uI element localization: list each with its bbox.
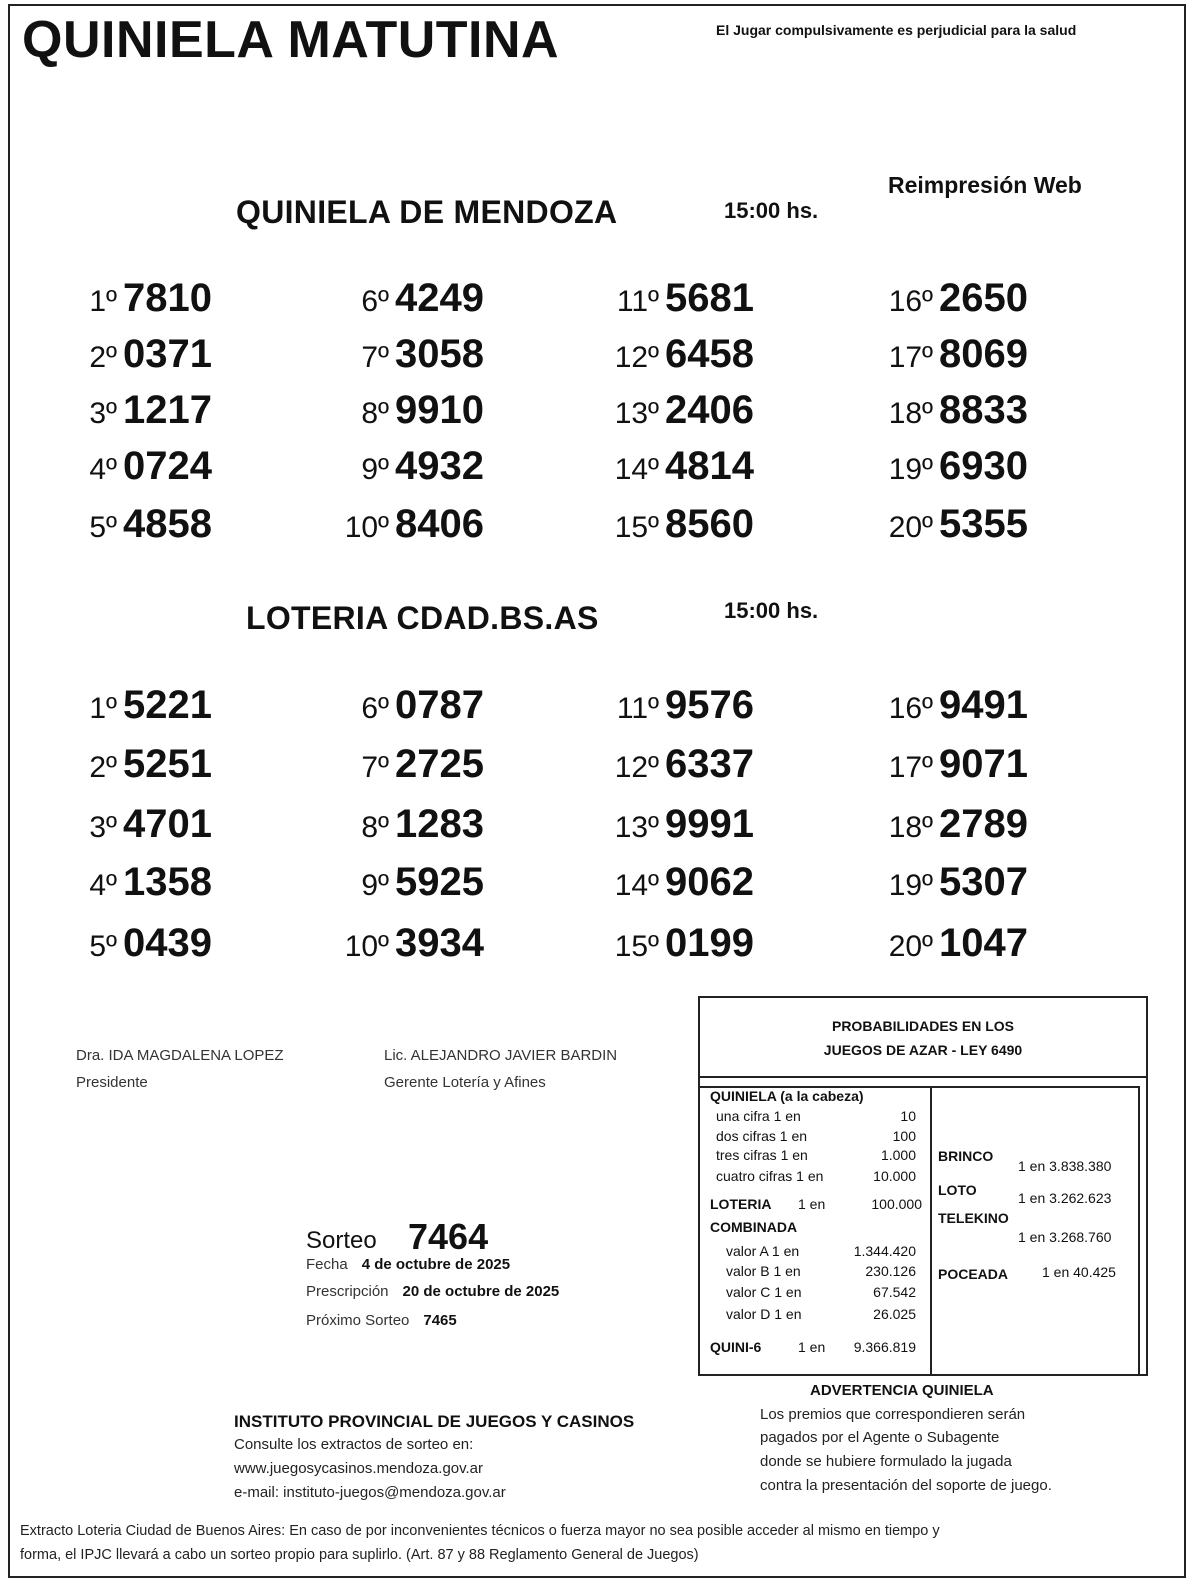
cuatro-cifras-label: cuatro cifras 1 en <box>716 1168 824 1184</box>
result-entry <box>888 860 1028 905</box>
result-number: 6458 <box>665 332 754 376</box>
loteria-prob-label: LOTERIA <box>710 1196 772 1212</box>
result-entry <box>614 388 754 433</box>
result-position: 5º <box>89 511 118 544</box>
dos-cifras-label: dos cifras 1 en <box>716 1128 808 1144</box>
combinada-label: COMBINADA <box>710 1219 798 1235</box>
result-position: 14º <box>614 869 660 902</box>
probabilities-title-1: PROBABILIDADES EN LOS <box>831 1018 1014 1034</box>
tres-cifras-value: 1.000 <box>880 1147 916 1163</box>
result-entry <box>344 276 484 321</box>
cuatro-cifras-value: 10.000 <box>873 1168 916 1184</box>
result-entry <box>888 742 1028 787</box>
valor-a-label: valor A 1 en <box>726 1243 800 1259</box>
signature-role: Gerente Lotería y Afines <box>384 1074 546 1091</box>
sorteo-number: 7464 <box>408 1216 489 1257</box>
result-number: 9576 <box>665 683 754 727</box>
result-number: 4814 <box>665 444 754 488</box>
result-number: 5251 <box>123 742 212 786</box>
telekino-value: 1 en 3.268.760 <box>1018 1229 1112 1245</box>
result-position: 16º <box>888 692 934 725</box>
loteria-time: 15:00 hs. <box>724 598 819 623</box>
footer-line-2: forma, el IPJC llevará a cabo un sorteo propio para suplirlo. (Art. 87 y 88 Reglamento General de Juegos) <box>20 1547 699 1563</box>
mendoza-title: QUINIELA DE MENDOZA <box>236 194 618 230</box>
loteria-prob-en: 1 en <box>798 1196 826 1212</box>
result-position: 18º <box>888 811 934 844</box>
result-number: 6337 <box>665 742 754 786</box>
result-entry <box>888 502 1028 547</box>
result-entry <box>888 802 1028 847</box>
sorteo-label: Sorteo <box>306 1227 377 1254</box>
result-position: 8º <box>361 397 390 430</box>
result-position: 8º <box>361 811 390 844</box>
result-number: 0371 <box>123 332 212 376</box>
reprint-label: Reimpresión Web <box>888 172 1082 198</box>
result-entry <box>614 742 754 787</box>
result-position: 7º <box>361 751 390 784</box>
loto-value: 1 en 3.262.623 <box>1018 1190 1112 1206</box>
result-position: 15º <box>614 930 660 963</box>
poceada-value: 1 en 40.425 <box>1042 1264 1116 1280</box>
result-position: 19º <box>888 453 934 486</box>
result-number: 0199 <box>665 921 754 965</box>
result-number: 8069 <box>939 332 1028 376</box>
result-position: 10º <box>344 511 390 544</box>
result-number: 4249 <box>395 276 484 320</box>
institute-line-1: Consulte los extractos de sorteo en: <box>234 1436 474 1453</box>
prescripcion-value: 20 de octubre de 2025 <box>402 1283 560 1300</box>
footer-line-1: Extracto Loteria Ciudad de Buenos Aires: En caso de por inconvenientes técnicos o fuerza mayor no sea posible acceder al mismo en tiempo y <box>20 1523 940 1539</box>
valor-c-label: valor C 1 en <box>726 1284 802 1300</box>
result-entry <box>614 502 754 547</box>
result-number: 5355 <box>939 502 1028 546</box>
result-entry <box>344 921 484 966</box>
result-position: 13º <box>614 811 660 844</box>
result-entry <box>344 444 484 489</box>
institute-email[interactable]: e-mail: instituto-juegos@mendoza.gov.ar <box>234 1484 506 1501</box>
result-position: 4º <box>89 869 118 902</box>
result-position: 13º <box>614 397 660 430</box>
result-position: 17º <box>888 751 934 784</box>
valor-b-value: 230.126 <box>865 1263 916 1279</box>
fecha-value: 4 de octubre de 2025 <box>361 1256 511 1273</box>
signature-manager <box>384 1042 617 1096</box>
result-number: 2789 <box>939 802 1028 846</box>
result-entry <box>614 683 754 728</box>
result-position: 15º <box>614 511 660 544</box>
loteria-title: LOTERIA CDAD.BS.AS <box>246 600 599 636</box>
quini6-en: 1 en <box>798 1339 826 1355</box>
loto-label: LOTO <box>938 1182 977 1198</box>
result-position: 12º <box>614 341 660 374</box>
result-number: 0724 <box>123 444 212 488</box>
proximo-label: Próximo Sorteo <box>306 1312 410 1329</box>
result-entry <box>72 742 212 787</box>
tres-cifras-label: tres cifras 1 en <box>716 1147 808 1163</box>
result-position: 9º <box>361 869 390 902</box>
loteria-prob-value: 100.000 <box>871 1196 922 1212</box>
result-number: 0787 <box>395 683 484 727</box>
result-entry <box>888 921 1028 966</box>
una-cifra-value: 10 <box>900 1108 916 1124</box>
result-position: 6º <box>361 285 390 318</box>
prescripcion-row <box>306 1283 559 1300</box>
quini6-label: QUINI-6 <box>710 1339 762 1355</box>
valor-d-value: 26.025 <box>873 1306 916 1322</box>
result-number: 4932 <box>395 444 484 488</box>
proximo-row <box>306 1312 457 1329</box>
result-position: 1º <box>89 692 118 725</box>
result-entry <box>72 444 212 489</box>
advertencia-line-2: pagados por el Agente o Subagente <box>760 1429 1000 1446</box>
signature-role: Presidente <box>76 1074 148 1091</box>
result-position: 11º <box>616 692 660 725</box>
advertencia-line-1: Los premios que correspondieren serán <box>760 1406 1026 1423</box>
mendoza-time: 15:00 hs. <box>724 198 819 223</box>
result-position: 12º <box>614 751 660 784</box>
result-entry <box>72 683 212 728</box>
result-number: 9062 <box>665 860 754 904</box>
result-number: 8406 <box>395 502 484 546</box>
result-entry <box>72 802 212 847</box>
result-entry <box>614 444 754 489</box>
result-number: 2406 <box>665 388 754 432</box>
valor-a-value: 1.344.420 <box>853 1243 916 1259</box>
result-number: 8560 <box>665 502 754 546</box>
probabilities-box <box>698 996 1148 1376</box>
result-number: 9991 <box>665 802 754 846</box>
result-position: 20º <box>888 511 934 544</box>
result-position: 2º <box>89 751 118 784</box>
result-entry <box>344 742 484 787</box>
result-entry <box>344 332 484 377</box>
page-title: QUINIELA MATUTINA <box>22 11 560 69</box>
result-number: 3058 <box>395 332 484 376</box>
result-entry <box>72 276 212 321</box>
result-position: 5º <box>89 930 118 963</box>
result-number: 1047 <box>939 921 1028 965</box>
result-number: 6930 <box>939 444 1028 488</box>
result-position: 4º <box>89 453 118 486</box>
quini6-value: 9.366.819 <box>853 1339 916 1355</box>
result-number: 1358 <box>123 860 212 904</box>
result-number: 5221 <box>123 683 212 727</box>
result-position: 7º <box>361 341 390 374</box>
result-position: 11º <box>616 285 660 318</box>
result-entry <box>344 802 484 847</box>
result-number: 7810 <box>123 276 212 320</box>
result-entry <box>344 860 484 905</box>
institute-name: INSTITUTO PROVINCIAL DE JUEGOS Y CASINOS <box>234 1412 635 1431</box>
result-entry <box>614 860 754 905</box>
brinco-value: 1 en 3.838.380 <box>1018 1158 1112 1174</box>
result-position: 18º <box>888 397 934 430</box>
result-number: 9491 <box>939 683 1028 727</box>
result-entry <box>72 860 212 905</box>
probabilities-header <box>700 998 1146 1078</box>
result-entry <box>344 388 484 433</box>
result-entry <box>344 502 484 547</box>
result-entry <box>888 683 1028 728</box>
advertencia-line-3: donde se hubiere formulado la jugada <box>760 1453 1012 1470</box>
result-position: 20º <box>888 930 934 963</box>
result-entry <box>614 921 754 966</box>
result-number: 4858 <box>123 502 212 546</box>
result-entry <box>888 276 1028 321</box>
institute-website[interactable]: www.juegosycasinos.mendoza.gov.ar <box>234 1460 484 1477</box>
quiniela-prob-label: QUINIELA (a la cabeza) <box>710 1088 864 1104</box>
probabilities-title-2: JUEGOS DE AZAR - LEY 6490 <box>823 1042 1023 1058</box>
prescripcion-label: Prescripción <box>306 1283 389 1300</box>
result-number: 1283 <box>395 802 484 846</box>
valor-b-label: valor B 1 en <box>726 1263 801 1279</box>
result-number: 3934 <box>395 921 484 965</box>
result-number: 1217 <box>123 388 212 432</box>
health-warning: El Jugar compulsivamente es perjudicial para la salud <box>716 22 1077 38</box>
dos-cifras-value: 100 <box>892 1128 916 1144</box>
valor-d-label: valor D 1 en <box>726 1306 802 1322</box>
result-position: 1º <box>89 285 118 318</box>
result-entry <box>888 388 1028 433</box>
result-entry <box>72 332 212 377</box>
telekino-label: TELEKINO <box>938 1210 1009 1226</box>
result-number: 5307 <box>939 860 1028 904</box>
signature-name: Lic. ALEJANDRO JAVIER BARDIN <box>384 1047 618 1064</box>
result-position: 19º <box>888 869 934 902</box>
signature-name: Dra. IDA MAGDALENA LOPEZ <box>76 1047 284 1064</box>
result-position: 3º <box>89 397 118 430</box>
result-entry <box>344 683 484 728</box>
una-cifra-label: una cifra 1 en <box>716 1108 801 1124</box>
result-number: 8833 <box>939 388 1028 432</box>
poceada-label: POCEADA <box>938 1266 1009 1282</box>
brinco-label: BRINCO <box>938 1148 994 1164</box>
result-number: 5925 <box>395 860 484 904</box>
column-divider <box>930 1088 932 1374</box>
result-position: 3º <box>89 811 118 844</box>
result-entry <box>614 332 754 377</box>
result-entry <box>888 444 1028 489</box>
result-entry <box>72 388 212 433</box>
result-number: 5681 <box>665 276 754 320</box>
advertencia-title: ADVERTENCIA QUINIELA <box>810 1382 994 1399</box>
signature-president <box>76 1042 284 1096</box>
result-number: 4701 <box>123 802 212 846</box>
valor-c-value: 67.542 <box>873 1284 916 1300</box>
fecha-row <box>306 1256 510 1273</box>
result-number: 2650 <box>939 276 1028 320</box>
result-position: 2º <box>89 341 118 374</box>
result-number: 9071 <box>939 742 1028 786</box>
probabilities-table <box>700 1086 1140 1374</box>
result-number: 9910 <box>395 388 484 432</box>
result-position: 17º <box>888 341 934 374</box>
result-position: 10º <box>344 930 390 963</box>
result-position: 14º <box>614 453 660 486</box>
fecha-label: Fecha <box>306 1256 348 1273</box>
result-entry <box>72 921 212 966</box>
result-position: 6º <box>361 692 390 725</box>
result-number: 2725 <box>395 742 484 786</box>
proximo-value: 7465 <box>423 1312 457 1329</box>
result-position: 9º <box>361 453 390 486</box>
result-number: 0439 <box>123 921 212 965</box>
result-entry <box>888 332 1028 377</box>
result-entry <box>72 502 212 547</box>
result-entry <box>614 276 754 321</box>
result-position: 16º <box>888 285 934 318</box>
result-entry <box>614 802 754 847</box>
advertencia-line-4: contra la presentación del soporte de juego. <box>760 1477 1052 1494</box>
